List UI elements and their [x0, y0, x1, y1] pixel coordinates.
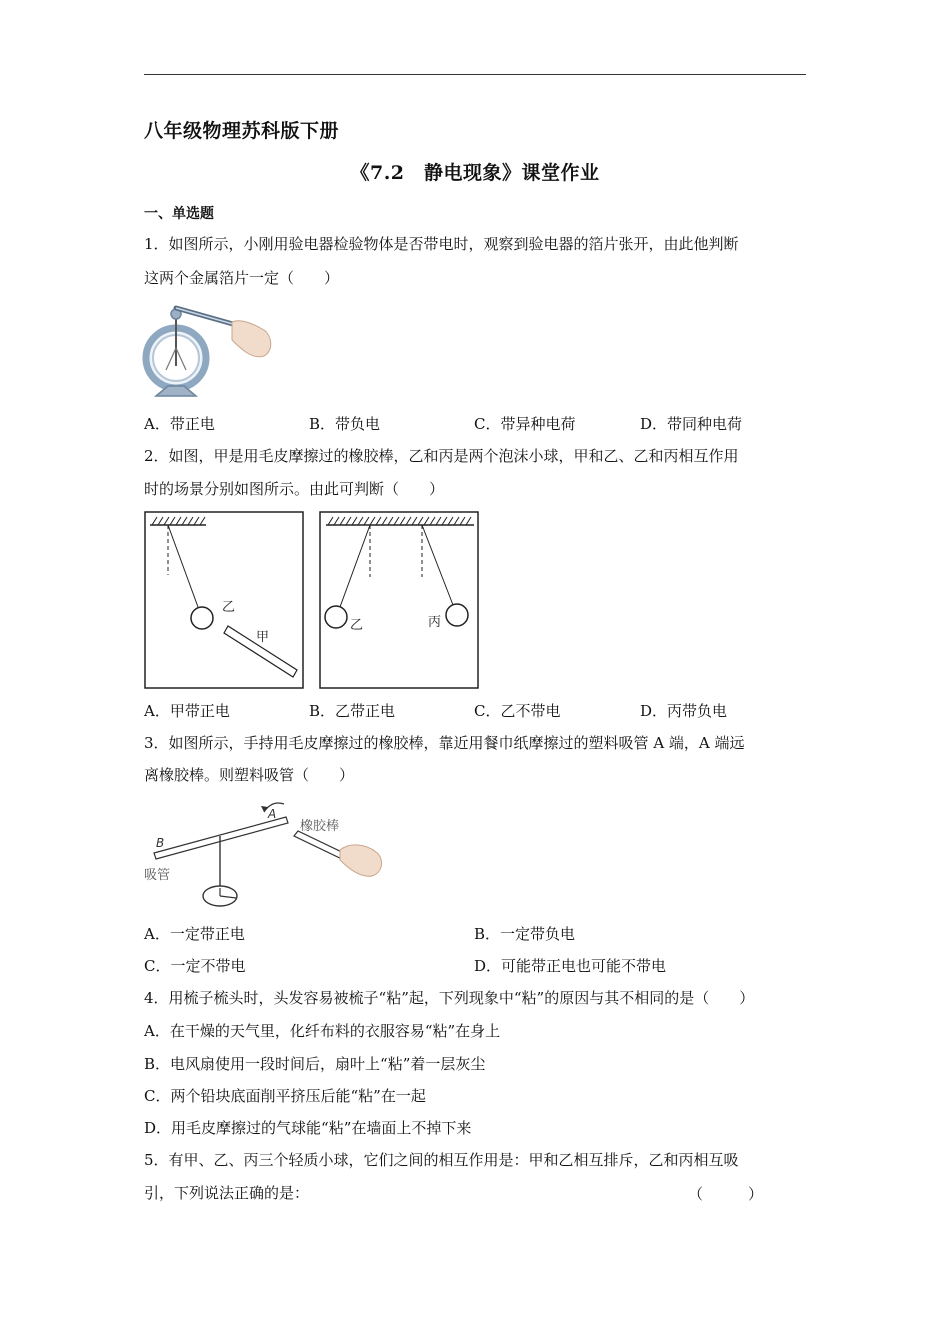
- q2-option-a[interactable]: A．甲带正电: [144, 702, 230, 720]
- q2-option-b[interactable]: B．乙带正电: [309, 702, 396, 720]
- q3-label-a: A: [268, 807, 277, 821]
- q4-option-a[interactable]: A．在干燥的天气里，化纤布料的衣服容易“粘”在身上: [144, 1022, 501, 1040]
- q5-answer-bracket[interactable]: （ ）: [688, 1185, 764, 1203]
- q3-option-c[interactable]: C．一定不带电: [144, 957, 246, 975]
- q5-stem-line2: 引，下列说法正确的是：: [144, 1184, 310, 1202]
- q2-stem-line2: 时的场景分别如图所示。由此可判断（ ）: [144, 480, 445, 498]
- q2-option-d[interactable]: D．丙带负电: [640, 702, 728, 720]
- q3-option-b[interactable]: B．一定带负电: [474, 925, 576, 943]
- lesson-title: 《7.2 静电现象》课堂作业: [350, 162, 600, 184]
- q1-electroscope-figure: [140, 296, 280, 402]
- q1-stem-line1: 1．如图所示，小刚用验电器检验物体是否带电时，观察到验电器的箔片张开，由此他判断: [144, 235, 739, 253]
- section-heading: 一、单选题: [144, 206, 214, 222]
- q3-label-rod: 橡胶棒: [300, 819, 340, 834]
- q4-option-c[interactable]: C．两个铅块底面削平挤压后能“粘”在一起: [144, 1087, 426, 1105]
- q3-straw-figure: [140, 796, 390, 916]
- q3-stem-line2: 离橡胶棒。则塑料吸管（ ）: [144, 766, 355, 784]
- q2-option-c[interactable]: C．乙不带电: [474, 702, 561, 720]
- q3-option-d[interactable]: D．可能带正电也可能不带电: [474, 957, 667, 975]
- q4-option-b[interactable]: B．电风扇使用一段时间后，扇叶上“粘”着一层灰尘: [144, 1055, 486, 1073]
- q2-label-yi: 乙: [222, 600, 236, 615]
- q2-label-bing: 丙: [428, 615, 442, 630]
- q3-stem-line1: 3．如图所示，手持用毛皮摩擦过的橡胶棒，靠近用餐巾纸摩擦过的塑料吸管 A 端，A 端远: [144, 734, 745, 752]
- q2-label-jia: 甲: [256, 630, 270, 645]
- q2-label-yi-right: 乙: [350, 618, 364, 633]
- q1-option-b[interactable]: B．带负电: [309, 415, 381, 433]
- header-rule: [144, 74, 806, 75]
- q5-stem-line1: 5．有甲、乙、丙三个轻质小球，它们之间的相互作用是：甲和乙相互排斥，乙和丙相互吸: [144, 1151, 739, 1169]
- q3-label-b: B: [156, 836, 165, 850]
- q3-label-straw: 吸管: [144, 868, 171, 883]
- q2-stem-line1: 2．如图，甲是用毛皮摩擦过的橡胶棒，乙和丙是两个泡沫小球，甲和乙、乙和丙相互作用: [144, 447, 739, 465]
- q1-option-d[interactable]: D．带同种电荷: [640, 415, 743, 433]
- q4-stem-line1: 4．用梳子梳头时，头发容易被梳子“粘”起，下列现象中“粘”的原因与其不相同的是（ ）: [144, 989, 755, 1007]
- q4-option-d[interactable]: D．用毛皮摩擦过的气球能“粘”在墙面上不掉下来: [144, 1119, 472, 1137]
- q1-option-a[interactable]: A．带正电: [144, 415, 215, 433]
- q2-pendulum-figure: [144, 511, 480, 691]
- q1-stem-line2: 这两个金属箔片一定（ ）: [144, 269, 340, 287]
- q1-option-c[interactable]: C．带异种电荷: [474, 415, 576, 433]
- q3-option-a[interactable]: A．一定带正电: [144, 925, 245, 943]
- document-title: 八年级物理苏科版下册: [144, 120, 340, 142]
